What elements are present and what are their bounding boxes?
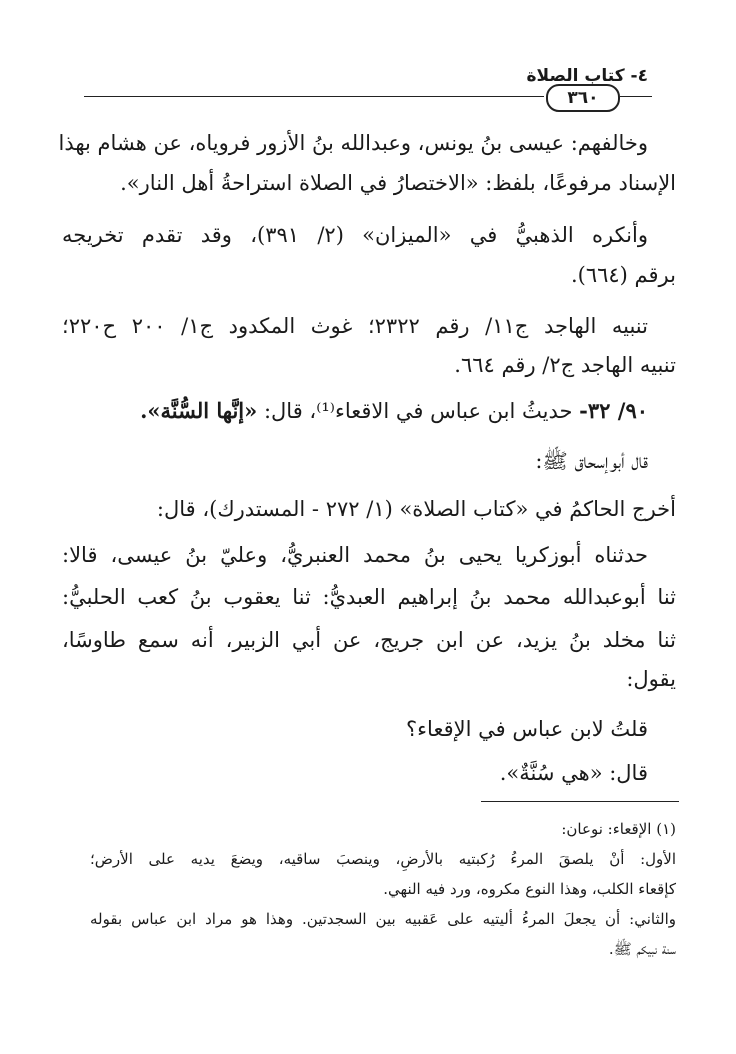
footnote-rule <box>481 801 679 802</box>
paragraph-2-line-1: وأنكره الذهبيُّ في «الميزان» (٢/ ٣٩١)، وقد تقدم تخريجه <box>62 223 648 247</box>
hadith-heading <box>140 396 648 426</box>
footnote-line-5: سنة نبيكم ﷺ. <box>608 940 676 958</box>
footnote-line-3: كإقعاء الكلب، وهذا النوع مكروه، ورد فيه النهي. <box>383 880 676 898</box>
page-number: ٣٦٠ <box>546 84 620 112</box>
isnad-line-3: ثنا مخلد بنُ يزيد، عن ابن جريج، عن أبي الزبير، أنه سمع طاوسًا، <box>62 628 676 652</box>
quote-line-2: قال: «هي سُنَّةٌ». <box>499 761 648 785</box>
source-line: أخرج الحاكمُ في «كتاب الصلاة» (١/ ٢٧٢ - المستدرك)، قال: <box>156 497 676 521</box>
author-line: قال أبوإسحاق ﷺ: <box>535 449 648 473</box>
isnad-line-1: حدثناه أبوزكريا يحيى بنُ محمد العنبريُّ، وعليّ بنُ عيسى، قالا: <box>62 543 648 567</box>
cross-reference-line-2: تنبيه الهاجد ج٢/ رقم ٦٦٤. <box>454 353 676 377</box>
paragraph-2-line-2: برقم (٦٦٤). <box>570 263 676 287</box>
hadith-text: حديثُ ابن عباس في الاقعاء⁽¹⁾، قال: <box>263 399 573 423</box>
hadith-quote: «إنَّها السُّنَّة». <box>140 398 258 423</box>
header-rule-right <box>620 96 652 97</box>
isnad-line-4: يقول: <box>626 667 676 691</box>
paragraph-1-line-2: الإسناد مرفوعًا، بلفظ: «الاختصارُ في الصلاة استراحةُ أهل النار». <box>120 171 676 195</box>
footnote-line-1: (١) الإقعاء: نوعان: <box>561 820 676 838</box>
running-head-chapter: ٤- كتاب الصلاة <box>526 66 648 86</box>
footnote-line-4: والثاني: أن يجعلَ المرءُ أليتيه على عَقبيه بين السجدتين. وهذا هو مراد ابن عباس بقوله <box>90 910 676 928</box>
hadith-number: ٩٠/ ٣٢- <box>579 398 648 423</box>
cross-reference-line-1: تنبيه الهاجد ج١١/ رقم ٢٣٢٢؛ غوث المكدود ج١/ ٢٠٠ ح٢٢٠؛ <box>62 314 648 338</box>
header-rule-left <box>84 96 544 97</box>
isnad-line-2: ثنا أبوعبدالله محمد بنُ إبراهيم العبديُّ: ثنا يعقوب بنُ كعب الحلبيُّ: <box>62 585 676 609</box>
footnote-line-2: الأول: أنْ يلصقَ المرءُ رُكبتيه بالأرضِ، وينصبَ ساقيه، ويضعَ يديه على الأرض؛ <box>90 850 676 868</box>
quote-line-1: قلتُ لابن عباس في الإقعاء؟ <box>406 717 648 741</box>
paragraph-1-line-1: وخالفهم: عيسى بنُ يونس، وعبدالله بنُ الأزور فروياه، عن هشام بهذا <box>58 131 648 155</box>
